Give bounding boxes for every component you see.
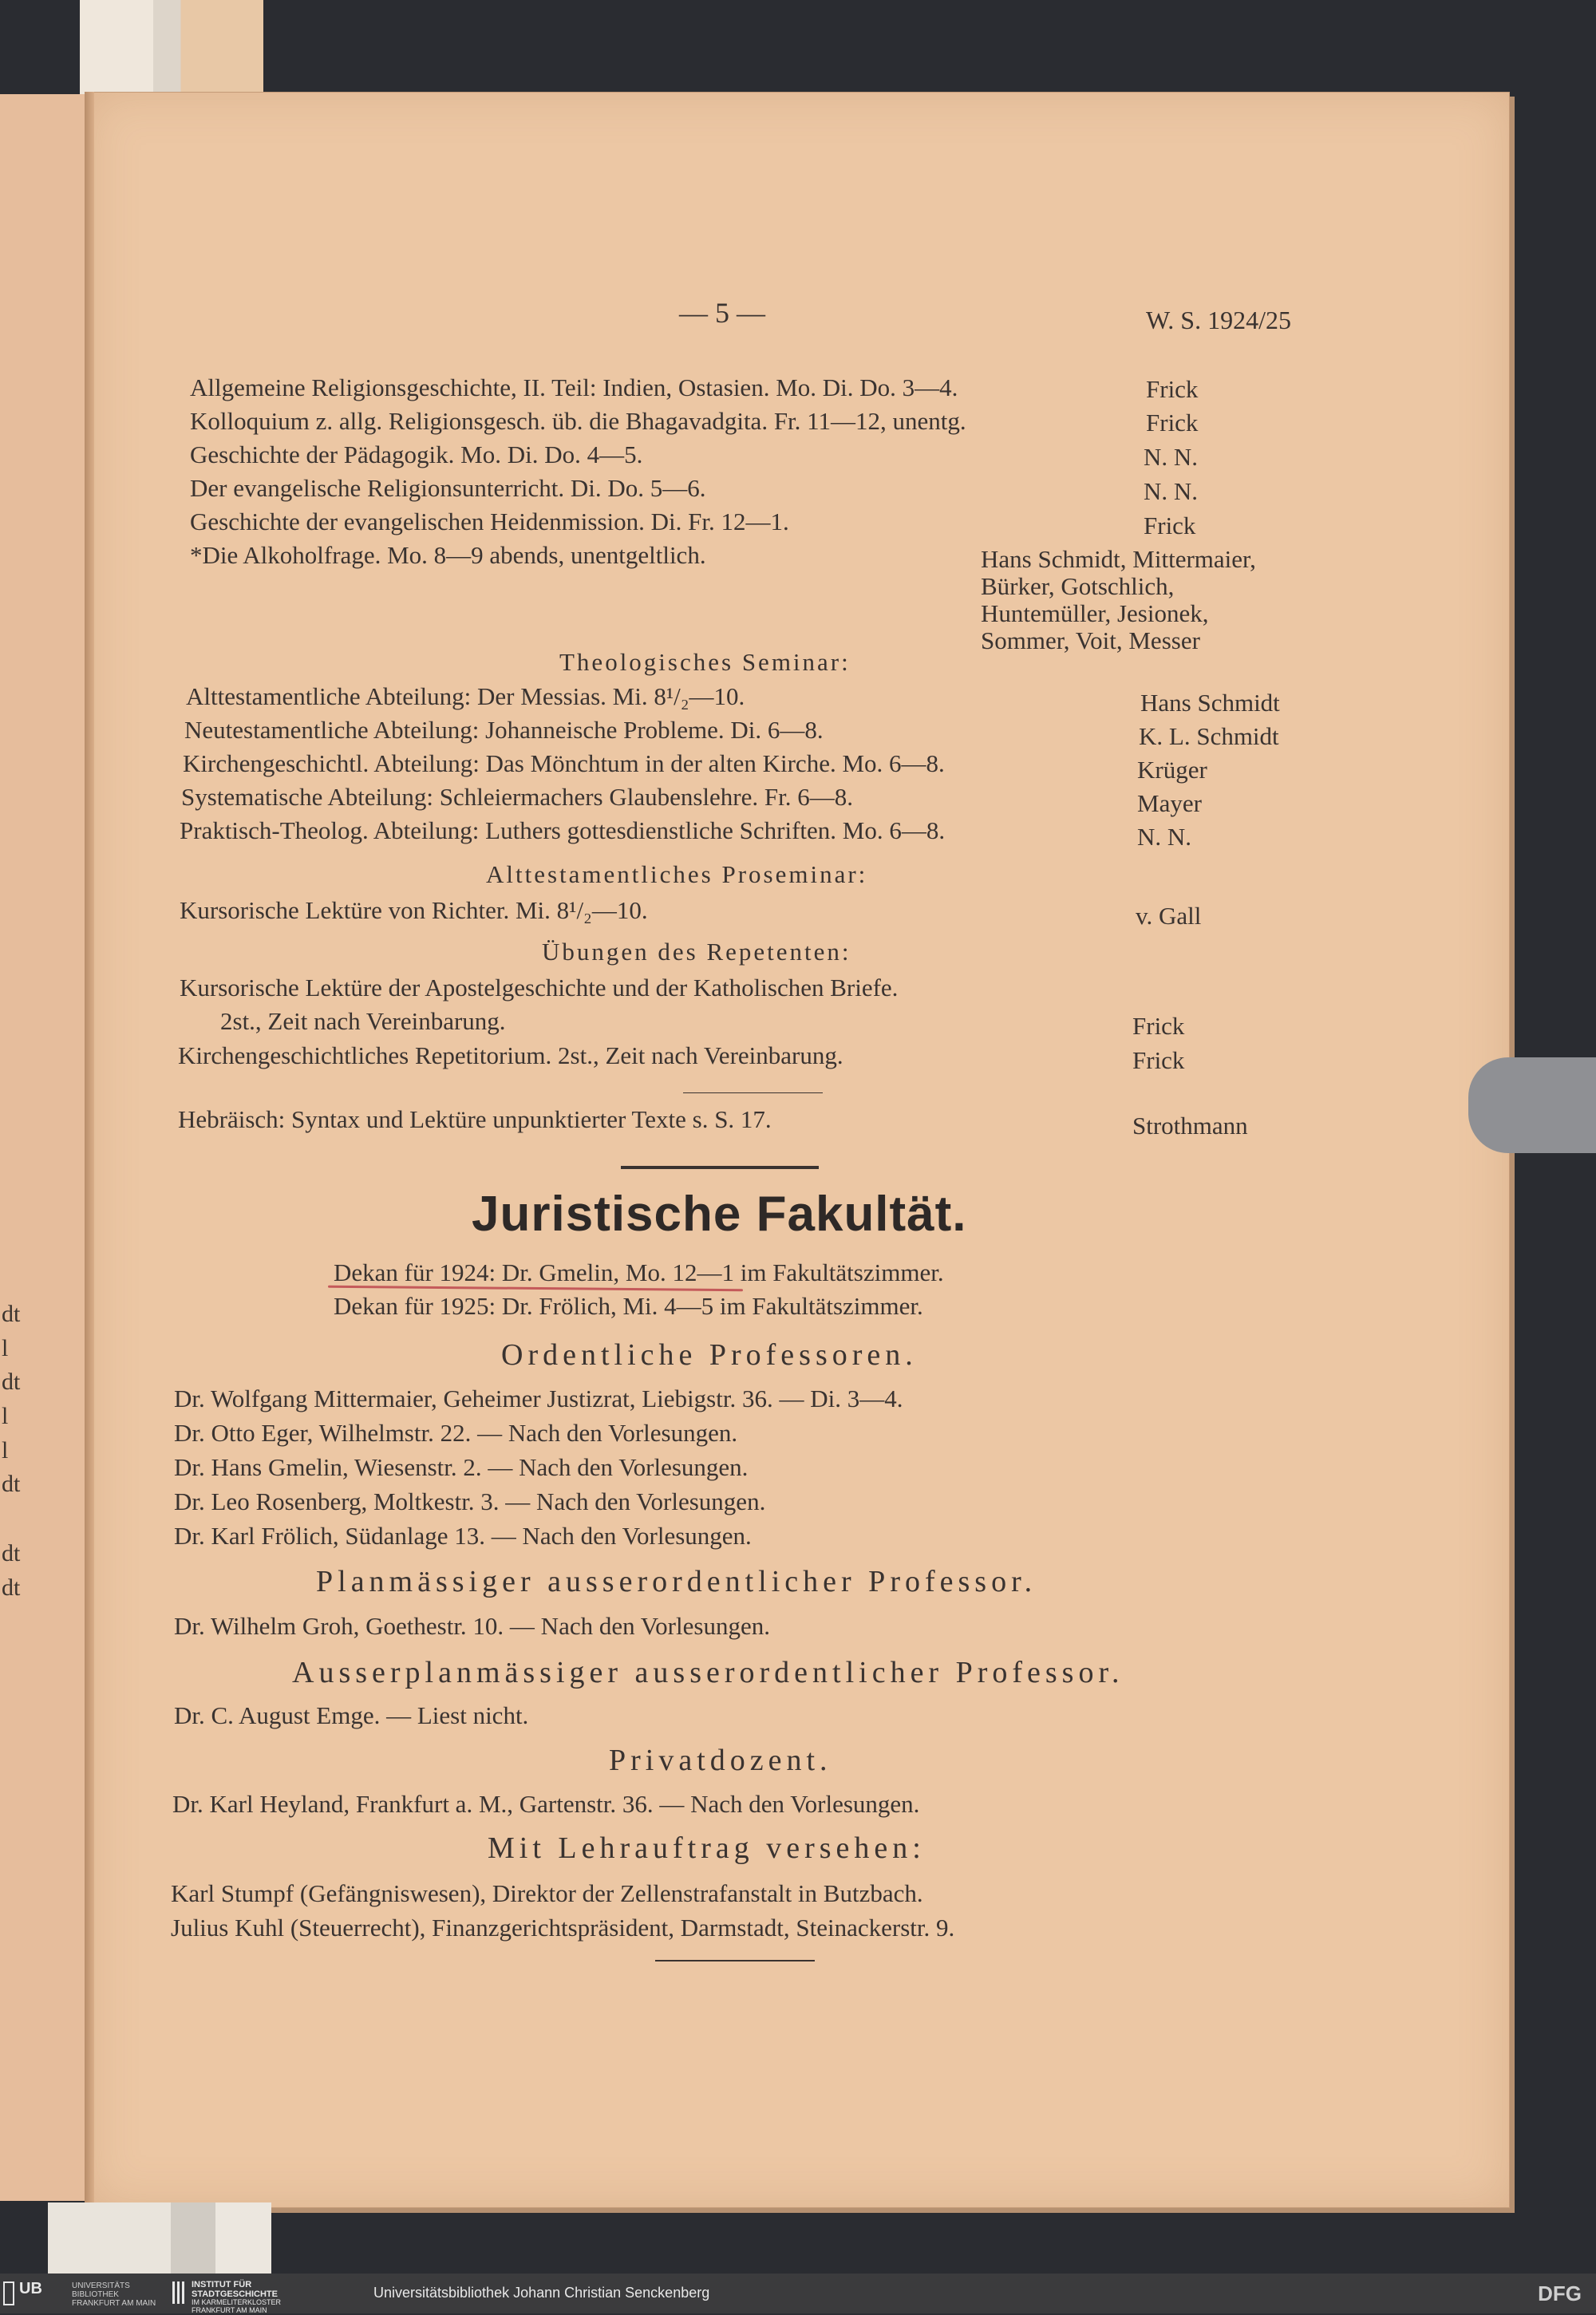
professor-row: Dr. Wilhelm Groh, Goethestr. 10. — Nach den Vorlesungen. [174,1612,770,1640]
seminar-lecturer: Mayer [1137,789,1202,817]
left-page-fragment: l [2,1403,9,1429]
seminar-lecturer: N. N. [1137,823,1192,851]
dean-1924: Dekan für 1924: Dr. Gmelin, Mo. 12—1 im Fakultätszimmer. [334,1258,944,1286]
end-divider [655,1960,815,1961]
professor-row: Dr. Hans Gmelin, Wiesenstr. 2. — Nach den Vorlesungen. [174,1453,749,1481]
seminar-row: Neutestamentliche Abteilung: Johanneische Probleme. Di. 6—8. [184,716,824,744]
seminar-row: Kirchengeschichtl. Abteilung: Das Mönchtum in der alten Kirche. Mo. 6—8. [183,749,945,777]
seminar-lecturer: Krüger [1137,756,1207,784]
ub-logo-text [72,2281,156,2308]
ub-logo-line: UNIVERSITÄTS [72,2281,130,2290]
isg-logo-icon [172,2281,185,2304]
course-text: Geschichte der Pädagogik. Mo. Di. Do. 4—5. [190,440,643,468]
section-heading: Ordentliche Professoren. [501,1338,918,1372]
book-spine [85,92,94,2206]
document-page [88,92,1510,2208]
section-heading: Planmässiger ausserordentlicher Professor. [316,1565,1037,1598]
section-heading: Übungen des Repetenten: [542,938,851,966]
seminar-lecturer: Hans Schmidt [1140,689,1280,717]
course-lecturer: Frick [1146,375,1199,403]
course-lecturer-line: Hans Schmidt, Mittermaier, [981,545,1256,573]
left-page-fragment: dt [2,1301,21,1327]
page-clip [1468,1057,1596,1153]
hebrew-row: Hebräisch: Syntax und Lektüre unpunktierter Texte s. S. 17. [178,1105,772,1133]
isg-logo-line: STADTGESCHICHTE [192,2289,278,2300]
isg-logo-text [192,2280,281,2315]
footer-bar [0,2274,1596,2313]
course-text: Kolloquium z. allg. Religionsgesch. üb. die Bhagavadgita. Fr. 11—12, unentg. [190,407,966,435]
faculty-title: Juristische Fakultät. [472,1187,967,1242]
ub-logo: UB [19,2280,42,2297]
professor-row: Dr. Leo Rosenberg, Moltkestr. 3. — Nach den Vorlesungen. [174,1487,766,1515]
course-text: *Die Alkoholfrage. Mo. 8—9 abends, unentgeltlich. [190,541,706,569]
seminar-row: Alttestamentliche Abteilung: Der Messias. Mi. 8¹/₂—10. [186,682,745,710]
left-page-fragment: dt [2,1471,21,1497]
lehrauftrag-row: Karl Stumpf (Gefängniswesen), Direktor der Zellenstrafanstalt in Butzbach. [171,1879,923,1907]
course-lecturer-line: Huntemüller, Jesionek, [981,599,1209,627]
left-page [0,94,97,2201]
course-text: Der evangelische Religionsunterricht. Di. Do. 5—6. [190,474,706,502]
course-lecturer: Frick [1144,512,1196,539]
course-lecturer: N. N. [1144,443,1199,471]
faculty-divider [621,1166,819,1169]
repetent-row: 2st., Zeit nach Vereinbarung. [220,1007,506,1035]
dfg-logo: DFG [1538,2281,1582,2305]
professor-row: Dr. Karl Frölich, Südanlage 13. — Nach den Vorlesungen. [174,1522,752,1550]
repetent-lecturer: Frick [1132,1046,1185,1074]
paper-stack-bottom [48,2202,271,2274]
hebrew-lecturer: Strothmann [1132,1112,1248,1140]
isg-logo-line: FRANKFURT AM MAIN [192,2306,267,2315]
divider [683,1092,823,1093]
left-page-fragment: l [2,1437,9,1464]
ub-logo-line: FRANKFURT AM MAIN [72,2299,156,2308]
proseminar-row: Kursorische Lektüre von Richter. Mi. 8¹/₂—10. [180,896,648,924]
professor-row: Dr. Wolfgang Mittermaier, Geheimer Justizrat, Liebigstr. 36. — Di. 3—4. [174,1385,903,1412]
section-heading: Mit Lehrauftrag versehen: [488,1831,926,1865]
professor-row: Dr. Karl Heyland, Frankfurt a. M., Gartenstr. 36. — Nach den Vorlesungen. [172,1790,920,1818]
seminar-row: Praktisch-Theolog. Abteilung: Luthers gottesdienstliche Schriften. Mo. 6—8. [180,816,946,844]
course-lecturer: N. N. [1144,477,1199,505]
paper-stack-top [80,0,263,96]
course-text: Allgemeine Religionsgeschichte, II. Teil: Indien, Ostasien. Mo. Di. Do. 3—4. [190,373,958,401]
dean-1925: Dekan für 1925: Dr. Frölich, Mi. 4—5 im Fakultätszimmer. [334,1292,923,1320]
lehrauftrag-row: Julius Kuhl (Steuerrecht), Finanzgerichtspräsident, Darmstadt, Steinackerstr. 9. [171,1914,955,1942]
isg-logo-line: IM KARMELITERKLOSTER [192,2298,282,2307]
course-lecturer-line: Sommer, Voit, Messer [981,626,1200,654]
section-heading: Theologisches Seminar: [559,648,851,676]
course-lecturer: Frick [1146,409,1199,437]
left-page-fragment: l [2,1335,9,1361]
course-text: Geschichte der evangelischen Heidenmission. Di. Fr. 12—1. [190,508,789,535]
page-number: — 5 — [679,297,765,329]
left-page-fragment: dt [2,1369,21,1395]
professor-row: Dr. C. August Emge. — Liest nicht. [174,1701,529,1729]
semester-label: W. S. 1924/25 [1146,306,1291,334]
proseminar-lecturer: v. Gall [1136,902,1202,930]
repetent-row: Kirchengeschichtliches Repetitorium. 2st., Zeit nach Vereinbarung. [178,1041,843,1069]
repetent-lecturer: Frick [1132,1012,1185,1040]
section-heading: Ausserplanmässiger ausserordentlicher Professor. [292,1656,1124,1689]
ub-logo-icon [3,2281,14,2305]
page-content [89,93,1509,2207]
left-page-fragment: dt [2,1540,21,1566]
section-heading: Privatdozent. [609,1744,832,1777]
seminar-row: Systematische Abteilung: Schleiermachers Glaubenslehre. Fr. 6—8. [181,783,853,811]
section-heading: Alttestamentliches Proseminar: [486,860,868,888]
repetent-row: Kursorische Lektüre der Apostelgeschichte und der Katholischen Briefe. [180,974,899,1001]
seminar-lecturer: K. L. Schmidt [1139,722,1279,750]
course-lecturer-line: Bürker, Gotschlich, [981,572,1175,600]
left-page-fragment: dt [2,1574,21,1601]
ub-logo-line: BIBLIOTHEK [72,2290,119,2299]
library-name-link[interactable]: Universitätsbibliothek Johann Christian Senckenberg [373,2285,710,2301]
isg-logo-line: INSTITUT FÜR [192,2280,252,2289]
professor-row: Dr. Otto Eger, Wilhelmstr. 22. — Nach den Vorlesungen. [174,1419,738,1447]
